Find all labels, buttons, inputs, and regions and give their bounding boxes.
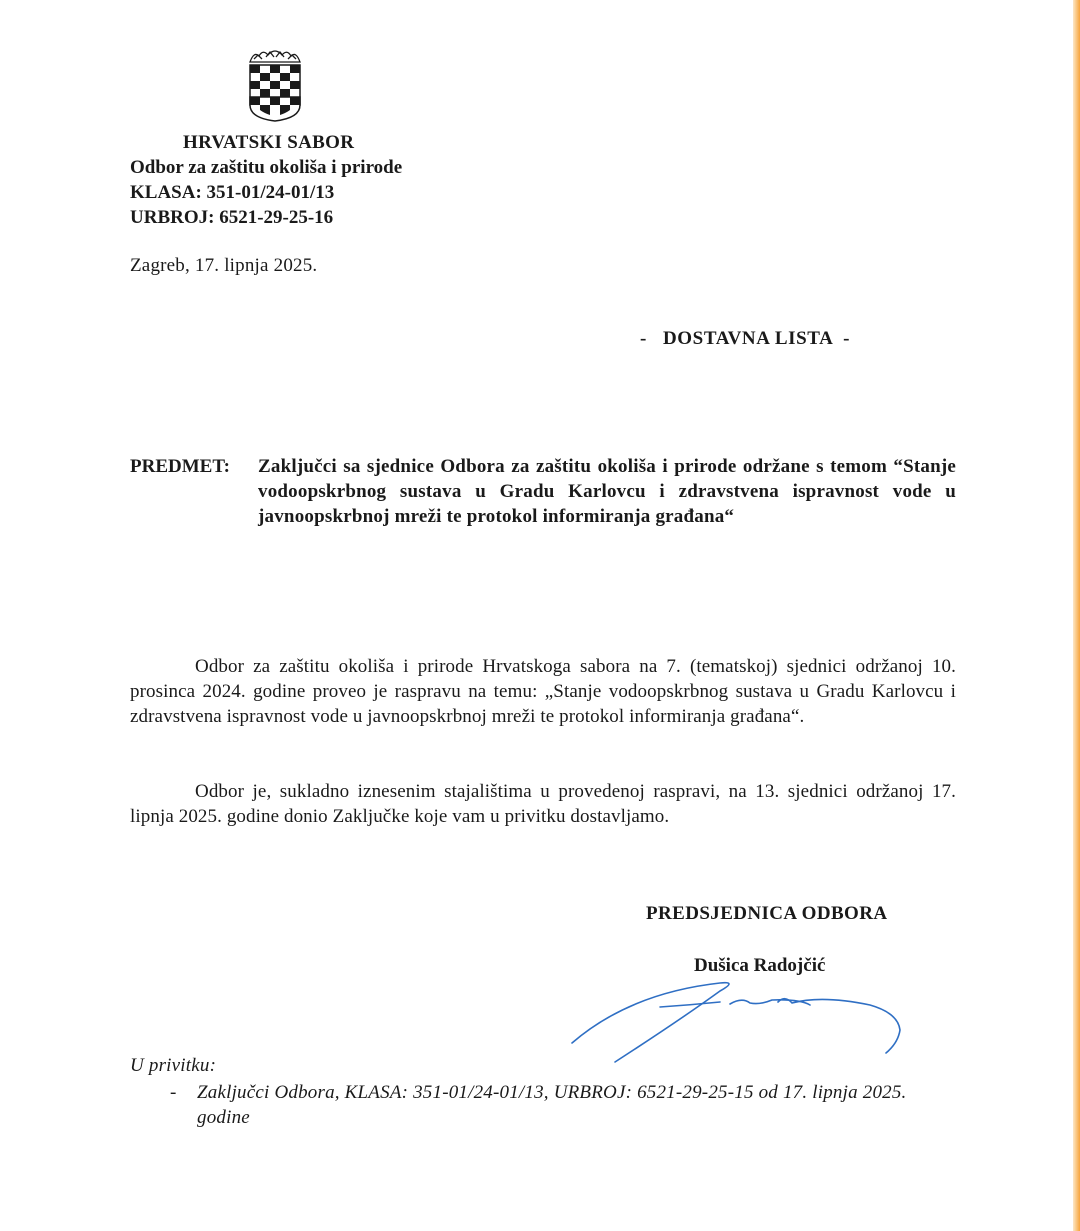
urbroj-number: URBROJ: 6521-29-25-16 [130,207,334,228]
body-paragraph-1: Odbor za zaštitu okoliša i prirode Hrvatskoga sabora na 7. (tematskoj) sjednici održanoj 10. prosinca 2024. godine proveo je raspravu na temu: „Stanje vodoopskrbnog sustava u Gradu Karlovcu i zdravstvena ispravnost vode u javnoopskrbnoj mreži te protokol informiranja građana“. [130,656,956,727]
page-edge-stripe [1073,0,1080,1231]
subject-label: PREDMET: [130,456,230,477]
attachment-bullet: - [170,1082,177,1103]
signatory-name: Dušica Radojčić [694,955,826,976]
attachments-label: U privitku: [130,1055,217,1076]
attachment-text: Zaključci Odbora, KLASA: 351-01/24-01/13, URBROJ: 6521-29-25-15 od 17. lipnja 2025. godine [197,1082,907,1128]
handwritten-signature [560,975,910,1065]
document-header [130,130,402,230]
document-title: - DOSTAVNA LISTA - [640,328,851,349]
document-date: Zagreb, 17. lipnja 2025. [130,255,318,276]
subject-block [130,454,956,529]
croatian-coat-of-arms-icon [246,46,304,122]
committee-name: Odbor za zaštitu okoliša i prirode [130,157,403,178]
subject-text: Zaključci sa sjednice Odbora za zaštitu okoliša i prirode održane s temom “Stanje vodoopskrbnog sustava u Gradu Karlovcu i zdravstvena ispravnost vode u javnoopskrbnoj mreži te protokol informiranja građana“ [258,456,956,527]
body-paragraph-2: Odbor je, sukladno iznesenim stajalištima u provedenoj raspravi, na 13. sjednici održanoj 17. lipnja 2025. godine donio Zaključke koje vam u privitku dostavljamo. [130,781,956,827]
klasa-number: KLASA: 351-01/24-01/13 [130,182,335,203]
institution-name: HRVATSKI SABOR [183,132,355,153]
attachment-item [170,1080,950,1130]
signatory-title: PREDSJEDNICA ODBORA [646,903,888,924]
